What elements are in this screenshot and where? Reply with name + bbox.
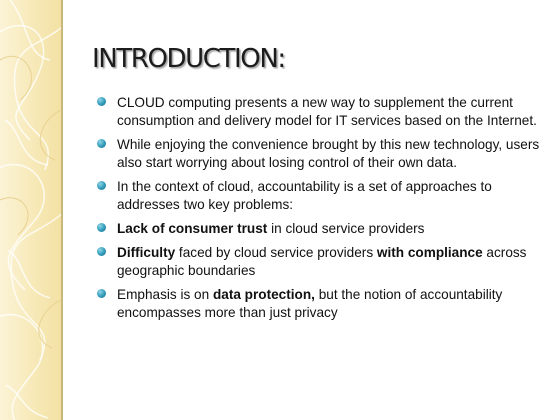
bullet-text: in cloud service providers	[267, 221, 425, 236]
bullet-dot-icon	[97, 289, 106, 298]
bullet-text-bold: with compliance	[376, 245, 483, 260]
decorative-swirl-pattern	[0, 0, 61, 420]
bullet-item	[97, 178, 547, 214]
bullet-text: across geographic boundaries	[117, 245, 527, 278]
bullet-text: While enjoying the convenience brought by this new technology, users also start worrying about losing control of their own data.	[117, 137, 540, 170]
slide-title: INTRODUCTION:	[92, 44, 285, 74]
bullet-text: CLOUD computing presents a new way to supplement the current consumption and delivery model for IT services based on the Internet.	[117, 95, 537, 128]
bullet-text: In the context of cloud, accountability is a set of approaches to addresses two key problems:	[117, 179, 492, 212]
bullet-item	[97, 94, 547, 130]
bullet-text: faced by cloud service providers	[175, 245, 377, 260]
slide-content	[63, 0, 560, 420]
bullet-text: Emphasis is on	[117, 287, 213, 302]
bullet-item	[97, 136, 547, 172]
bullet-text-bold: Lack of consumer trust	[117, 221, 268, 236]
bullet-dot-icon	[97, 139, 106, 148]
bullet-dot-icon	[97, 97, 106, 106]
bullet-item	[97, 286, 547, 322]
bullet-list	[97, 94, 547, 328]
bullet-text: but the notion of accountability encompasses more than just privacy	[117, 287, 503, 320]
bullet-item	[97, 244, 547, 280]
bullet-text-bold: data protection,	[212, 287, 315, 302]
bullet-item	[97, 220, 547, 238]
bullet-text-bold: Difficulty	[117, 245, 176, 260]
bullet-dot-icon	[97, 223, 106, 232]
bullet-dot-icon	[97, 181, 106, 190]
bullet-dot-icon	[97, 247, 106, 256]
